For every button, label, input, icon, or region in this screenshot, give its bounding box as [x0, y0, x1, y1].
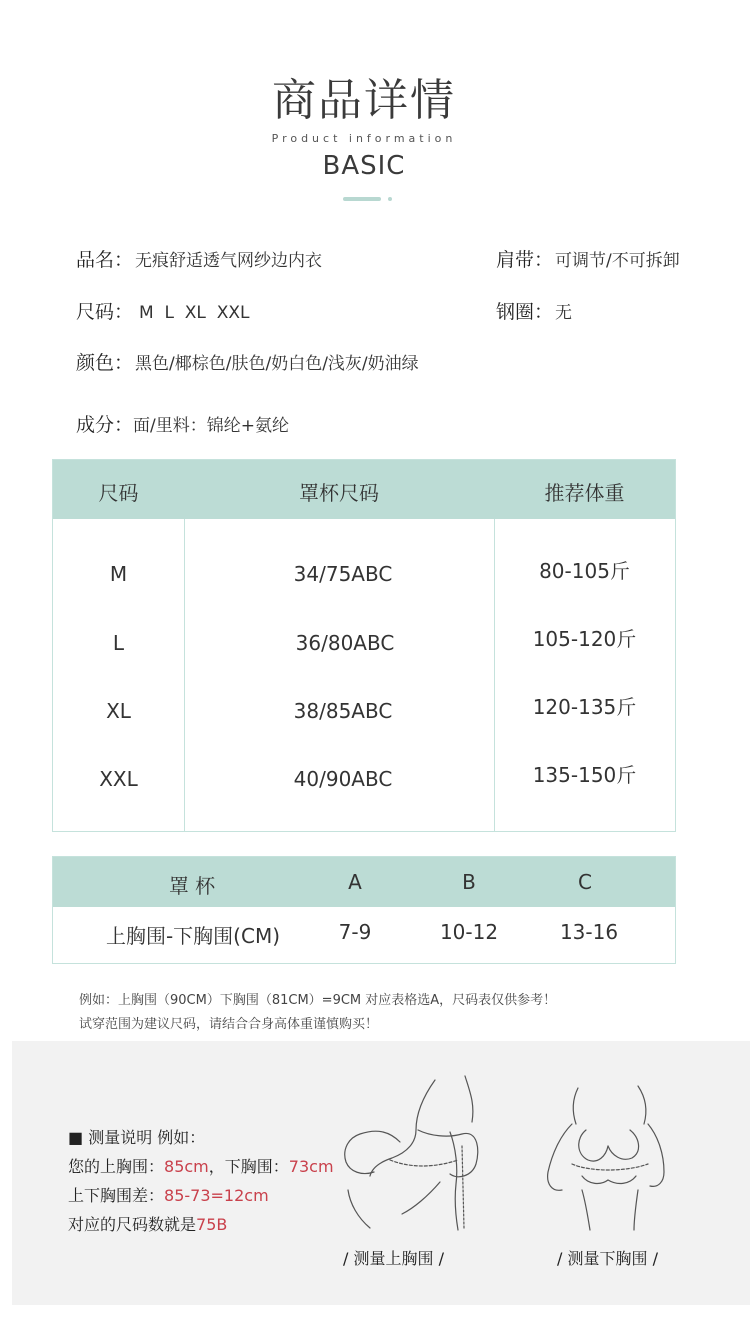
- cell-cup: 36/80ABC: [295, 631, 395, 655]
- cell-cup-a-range: 7-9: [338, 920, 372, 944]
- info-wire-value: 无: [555, 303, 573, 323]
- measure-line-3: [68, 1212, 227, 1235]
- cell-size: XL: [106, 699, 131, 723]
- measure-heading: ■ 测量说明 例如：: [68, 1128, 206, 1147]
- info-name: [76, 245, 322, 272]
- lower-bust-illustration: [542, 1080, 672, 1232]
- measure-lower-label: ，下胸围：: [208, 1157, 289, 1176]
- decorative-dot: [388, 197, 392, 201]
- header-cup-b: B: [462, 870, 476, 894]
- measure-result-value: 75B: [196, 1215, 228, 1234]
- info-material-label: 成分：: [76, 414, 134, 436]
- measure-result-label: 对应的尺码数就是: [68, 1215, 197, 1234]
- cell-size: L: [112, 631, 125, 655]
- info-color-label: 颜色：: [76, 352, 134, 374]
- note-advice: 试穿范围为建议尺码，请结合合身高体重谨慎购买！: [79, 1017, 379, 1032]
- measure-lower-value: 73cm: [288, 1157, 334, 1176]
- info-name-value: 无痕舒适透气网纱边内衣: [135, 251, 323, 271]
- cell-cup-b-range: 10-12: [439, 920, 499, 944]
- info-color-value: 黑色/椰棕色/肤色/奶白色/浅灰/奶油绿: [135, 354, 419, 374]
- header-cup-a: A: [348, 870, 362, 894]
- upper-bust-illustration: [330, 1072, 500, 1234]
- info-strap-value: 可调节/不可拆卸: [555, 251, 680, 271]
- section-heading: BASIC: [322, 151, 406, 181]
- cell-cup: 34/75ABC: [293, 562, 393, 586]
- cell-size: M: [109, 562, 128, 586]
- header-size: 尺码: [98, 481, 139, 505]
- cell-weight: 120-135斤: [532, 695, 637, 719]
- info-wire: [496, 297, 572, 324]
- info-size-value: M L XL XXL: [139, 303, 250, 323]
- measure-line-1: [68, 1154, 334, 1177]
- decorative-bar: [343, 197, 381, 201]
- caption-lower-bust: / 测量下胸围 /: [557, 1249, 658, 1268]
- info-name-label: 品名：: [76, 249, 134, 271]
- header-weight: 推荐体重: [544, 481, 625, 505]
- info-wire-label: 钢圈：: [496, 301, 554, 323]
- info-strap: [496, 245, 680, 272]
- cell-cup: 38/85ABC: [293, 699, 393, 723]
- header-cup-c: C: [578, 870, 592, 894]
- measure-diff-value: 85-73=12cm: [164, 1186, 269, 1205]
- size-table: [52, 459, 676, 832]
- measure-line-2: [68, 1183, 269, 1206]
- header-cup: 罩 杯: [168, 874, 216, 898]
- measure-upper-label: 您的上胸围：: [68, 1157, 165, 1176]
- measure-diff-label: 上下胸围差：: [68, 1186, 165, 1205]
- cup-table: [52, 856, 676, 964]
- cell-cup: 40/90ABC: [293, 767, 393, 791]
- caption-upper-bust: / 测量上胸围 /: [343, 1249, 444, 1268]
- header-cup-size: 罩杯尺码: [299, 481, 379, 505]
- page-subtitle: Product information: [271, 132, 457, 145]
- cell-weight: 105-120斤: [532, 627, 637, 651]
- measure-upper-value: 85cm: [164, 1157, 209, 1176]
- info-color: [76, 348, 419, 375]
- info-strap-label: 肩带：: [496, 249, 554, 271]
- note-example: 例如：上胸围（90CM）下胸围（81CM）=9CM 对应表格选A，尺码表仅供参考！: [79, 993, 557, 1008]
- cell-cup-c-range: 13-16: [559, 920, 619, 944]
- info-size-label: 尺码：: [76, 301, 134, 323]
- cell-bust-diff-label: 上胸围-下胸围(CM): [105, 924, 281, 948]
- cell-size: XXL: [99, 767, 138, 791]
- cell-weight: 80-105斤: [539, 559, 630, 583]
- page-title: 商品详情: [272, 75, 456, 126]
- info-material: [76, 410, 289, 437]
- info-material-value: 面/里料：锦纶+氨纶: [133, 416, 289, 436]
- info-size: [76, 297, 249, 324]
- cell-weight: 135-150斤: [532, 763, 637, 787]
